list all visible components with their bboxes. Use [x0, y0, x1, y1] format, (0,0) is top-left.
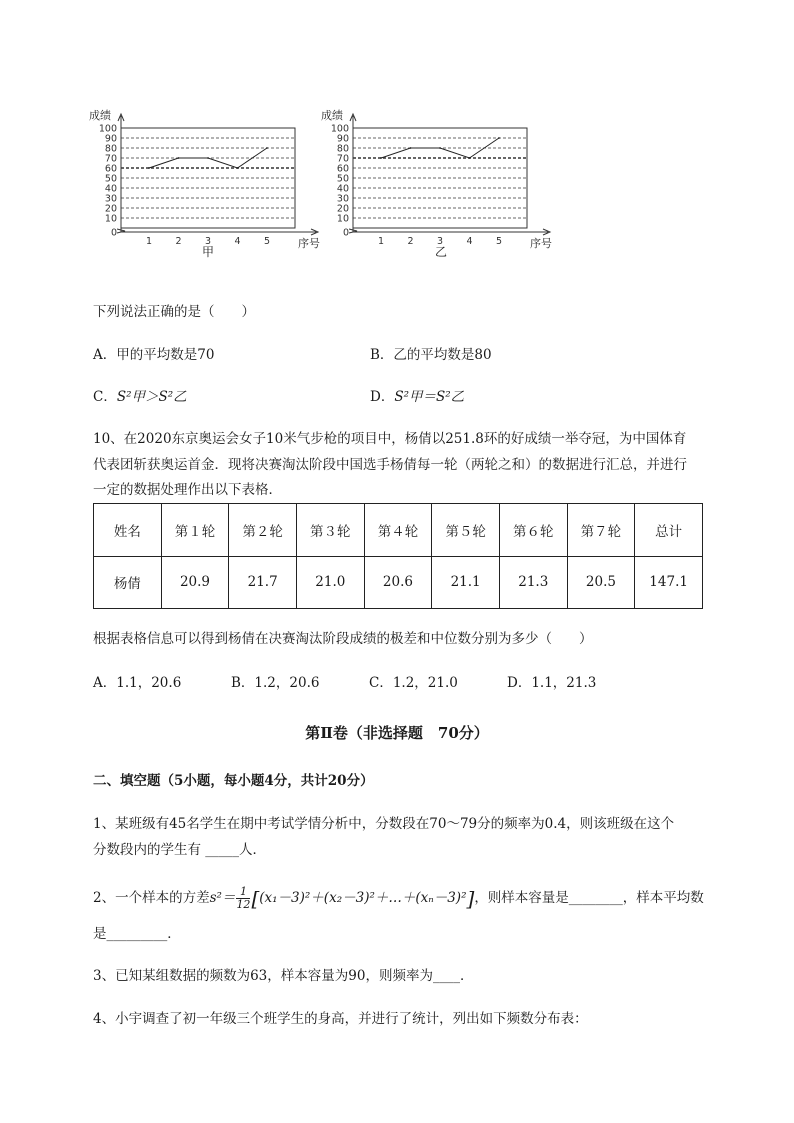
fill-q3: 3、已知某组数据的频数为63，样本容量为90，则频率为____． — [93, 968, 474, 984]
table-cell: 147.1 — [635, 556, 703, 609]
table-cell: 20.5 — [567, 556, 635, 609]
y-tick-label: 40 — [104, 183, 117, 195]
y-tick-label: 100 — [330, 123, 349, 135]
q10-line-2: 代表团斩获奥运首金．现将决赛淘汰阶段中国选手杨倩每一轮（两轮之和）的数据进行汇总，并进行 — [93, 457, 687, 473]
y-tick-label: 20 — [336, 203, 349, 215]
y-tick-label: 50 — [104, 173, 117, 185]
chart-jia-svg — [88, 104, 328, 269]
table-cell: 20.9 — [161, 556, 229, 609]
formula-fraction — [236, 886, 250, 911]
fraction-denominator: 12 — [236, 898, 251, 911]
fill-q2-line-1 — [93, 884, 704, 913]
data-point — [207, 157, 209, 159]
q9-option-d-prefix: D． — [370, 389, 395, 405]
table-header-cell: 第５轮 — [432, 504, 500, 557]
table-header-cell: 总计 — [635, 504, 703, 557]
fill-q2-suffix: ，则样本容量是________，样本平均数 — [474, 890, 704, 906]
y-tick-label: 90 — [104, 133, 117, 145]
q9-stem: 下列说法正确的是（ ） — [93, 304, 255, 320]
table-header-cell: 第６轮 — [499, 504, 567, 557]
fill-q1-line-1: 1、某班级有45名学生在期中考试学情分析中，分数段在70～79分的频率为0.4，则该班级在这个 — [93, 816, 675, 832]
y-axis-label: 成绩 — [89, 109, 111, 122]
table-cell: 21.1 — [432, 556, 500, 609]
q10-option-c[interactable]: C．1.2，21.0 — [369, 675, 458, 691]
y-tick-label: 0 — [110, 227, 117, 239]
chart-caption: 甲 — [201, 245, 215, 259]
q9-option-c[interactable] — [93, 388, 187, 406]
y-tick-label: 80 — [104, 143, 117, 155]
fill-q2-prefix: 2、一个样本的方差 — [93, 890, 210, 906]
part2-title: 第Ⅱ卷（非选择题 70分） — [305, 724, 489, 742]
data-point — [178, 157, 180, 159]
section-heading: 二、填空题（5小题，每小题4分，共计20分） — [93, 773, 374, 789]
fill-q4: 4、小宇调查了初一年级三个班学生的身高，并进行了统计，列出如下频数分布表： — [93, 1011, 588, 1027]
y-axis-label: 成绩 — [321, 109, 343, 122]
formula-body: (x₁－3)²＋(x₂－3)²＋…＋(xₙ－3)² — [259, 890, 467, 906]
x-axis-label: 序号 — [298, 237, 320, 250]
data-point — [410, 147, 412, 149]
score-table — [93, 503, 703, 609]
chart-caption: 乙 — [434, 245, 448, 259]
y-tick-label: 30 — [336, 193, 349, 205]
y-tick-label: 10 — [104, 213, 117, 225]
chart-yi-svg — [320, 104, 560, 269]
x-tick-label: 4 — [466, 236, 473, 247]
x-axis-label: 序号 — [530, 237, 552, 250]
table-cell: 21.3 — [499, 556, 567, 609]
data-point — [266, 147, 268, 149]
bracket-left: [ — [251, 886, 260, 911]
x-tick-label: 1 — [377, 236, 385, 247]
data-point — [469, 157, 471, 159]
x-tick-label: 2 — [407, 236, 414, 247]
table-cell: 杨倩 — [94, 556, 162, 609]
table-header-row — [94, 504, 703, 557]
y-tick-label: 90 — [336, 133, 349, 145]
variance-formula — [209, 885, 475, 911]
data-point — [439, 147, 441, 149]
y-tick-label: 40 — [336, 183, 349, 195]
table-row — [94, 556, 703, 609]
data-point — [498, 137, 500, 139]
q10-line-1: 10、在2020东京奥运会女子10米气步枪的项目中，杨倩以251.8环的好成绩一举夺冠，为中国体育 — [93, 431, 687, 447]
chart-jia — [88, 104, 328, 269]
q10-option-a[interactable]: A．1.1，20.6 — [93, 675, 182, 691]
chart-yi — [320, 104, 560, 269]
y-tick-label: 80 — [336, 143, 349, 155]
y-tick-label: 0 — [342, 227, 349, 239]
table-header-cell: 姓名 — [94, 504, 162, 557]
y-tick-label: 50 — [336, 173, 349, 185]
data-point — [148, 167, 150, 169]
q9-option-c-expr: S²甲＞S²乙 — [116, 389, 187, 405]
q10-option-d[interactable]: D．1.1，21.3 — [507, 675, 597, 691]
q9-option-b[interactable]: B．乙的平均数是80 — [370, 347, 492, 363]
fraction-numerator: 1 — [236, 886, 250, 899]
q9-option-d-expr: S²甲＝S²乙 — [394, 389, 465, 405]
x-tick-label: 3 — [204, 236, 212, 247]
table-header-cell: 第３轮 — [296, 504, 364, 557]
x-tick-label: 5 — [263, 236, 271, 247]
q10-option-b[interactable]: B．1.2，20.6 — [231, 675, 320, 691]
table-cell: 21.0 — [296, 556, 364, 609]
table-cell: 21.7 — [229, 556, 297, 609]
formula-lhs: s²＝ — [209, 890, 236, 906]
q9-option-d[interactable] — [370, 388, 464, 406]
q10-line-3: 一定的数据处理作出以下表格． — [93, 482, 282, 498]
x-tick-label: 3 — [436, 236, 444, 247]
table-header-cell: 第１轮 — [161, 504, 229, 557]
table-header-cell: 第４轮 — [364, 504, 432, 557]
table-header-cell: 第７轮 — [567, 504, 635, 557]
y-tick-label: 100 — [98, 123, 117, 135]
x-tick-label: 5 — [495, 236, 503, 247]
y-tick-label: 60 — [336, 163, 349, 175]
fill-q1-line-2: 分数段内的学生有 _____人． — [93, 842, 267, 858]
q9-option-a[interactable]: A．甲的平均数是70 — [93, 347, 215, 363]
y-tick-label: 30 — [104, 193, 117, 205]
y-tick-label: 10 — [336, 213, 349, 225]
y-tick-label: 70 — [104, 153, 117, 165]
table-cell: 20.6 — [364, 556, 432, 609]
y-tick-label: 20 — [104, 203, 117, 215]
q9-option-c-prefix: C． — [93, 389, 117, 405]
data-point — [380, 157, 382, 159]
data-point — [237, 167, 239, 169]
bracket-right: ] — [466, 886, 475, 911]
y-tick-label: 70 — [336, 153, 349, 165]
x-tick-label: 2 — [175, 236, 182, 247]
fill-q2-line-2: 是_________． — [93, 926, 181, 942]
q10-question: 根据表格信息可以得到杨倩在决赛淘汰阶段成绩的极差和中位数分别为多少（ ） — [93, 631, 593, 647]
x-tick-label: 4 — [234, 236, 241, 247]
table-header-cell: 第２轮 — [229, 504, 297, 557]
y-tick-label: 60 — [104, 163, 117, 175]
x-tick-label: 1 — [145, 236, 153, 247]
